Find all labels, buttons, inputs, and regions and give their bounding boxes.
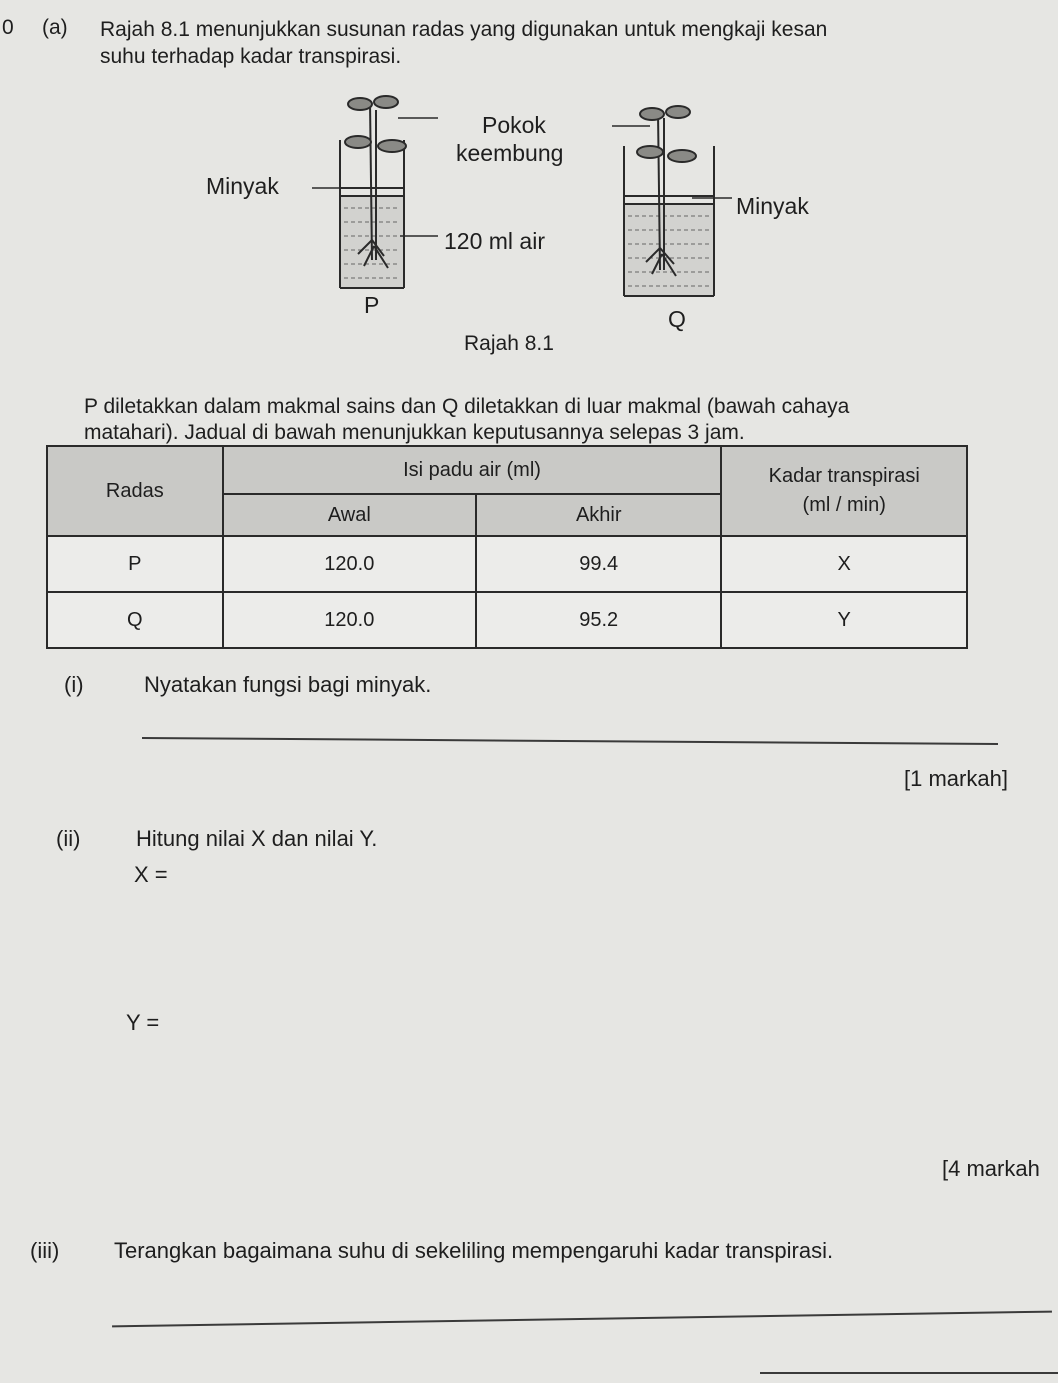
question-number: 0	[2, 16, 14, 39]
x-answer-space[interactable]	[190, 860, 890, 960]
header-isi-padu: Isi padu air (ml)	[223, 446, 722, 494]
sub-iii-number: (iii)	[30, 1238, 60, 1263]
intro-line-2: suhu terhadap kadar transpirasi.	[100, 45, 402, 68]
cell-kadar: X	[721, 536, 967, 592]
answer-line-iii-2[interactable]	[760, 1372, 1058, 1374]
header-akhir: Akhir	[476, 494, 721, 536]
marks-i: [1 markah]	[904, 766, 1008, 791]
sub-ii-text: Hitung nilai X dan nilai Y.	[136, 826, 378, 851]
cell-akhir: 99.4	[476, 536, 721, 592]
figure-caption: Rajah 8.1	[464, 332, 554, 355]
cell-awal: 120.0	[223, 592, 476, 648]
cell-awal: 120.0	[223, 536, 476, 592]
label-minyak-right: Minyak	[736, 193, 809, 219]
intro-line-1: Rajah 8.1 menunjukkan susunan radas yang digunakan untuk mengkaji kesan	[100, 18, 828, 41]
cell-radas: Q	[47, 592, 223, 648]
sub-i-text: Nyatakan fungsi bagi minyak.	[144, 672, 432, 697]
question-part-label: (a)	[42, 16, 68, 39]
sub-iii-text: Terangkan bagaimana suhu di sekeliling mempengaruhi kadar transpirasi.	[114, 1238, 834, 1263]
context-paragraph	[84, 394, 849, 446]
answer-line-i[interactable]	[142, 737, 998, 745]
label-air: 120 ml air	[444, 228, 545, 254]
marks-ii: [4 markah	[942, 1156, 1040, 1181]
cell-radas: P	[47, 536, 223, 592]
question-intro	[100, 16, 827, 70]
header-kadar-transpirasi	[721, 446, 967, 536]
table-row	[47, 536, 967, 592]
header-awal: Awal	[223, 494, 476, 536]
sub-i-number: (i)	[64, 672, 84, 697]
header-kadar-line-1: Kadar transpirasi	[768, 465, 920, 487]
cell-akhir: 95.2	[476, 592, 721, 648]
table-row	[47, 592, 967, 648]
answer-line-iii[interactable]	[112, 1311, 1052, 1328]
paragraph-line-1: P diletakkan dalam makmal sains dan Q diletakkan di luar makmal (bawah cahaya	[84, 395, 850, 418]
header-kadar-line-2: (ml / min)	[802, 494, 886, 516]
x-answer-label: X =	[134, 862, 168, 887]
sub-ii-number: (ii)	[56, 826, 81, 851]
paragraph-line-2: matahari). Jadual di bawah menunjukkan keputusannya selepas 3 jam.	[84, 421, 745, 444]
y-answer-label: Y =	[126, 1010, 160, 1035]
header-radas: Radas	[47, 446, 223, 536]
label-p: P	[364, 292, 380, 318]
label-q: Q	[668, 306, 686, 332]
label-minyak-left: Minyak	[206, 173, 279, 199]
water-q	[625, 205, 713, 295]
y-answer-space[interactable]	[182, 1008, 882, 1108]
results-table	[46, 445, 968, 649]
cell-kadar: Y	[721, 592, 967, 648]
label-pokok: Pokok	[482, 112, 546, 138]
label-keembung: keembung	[456, 140, 564, 166]
